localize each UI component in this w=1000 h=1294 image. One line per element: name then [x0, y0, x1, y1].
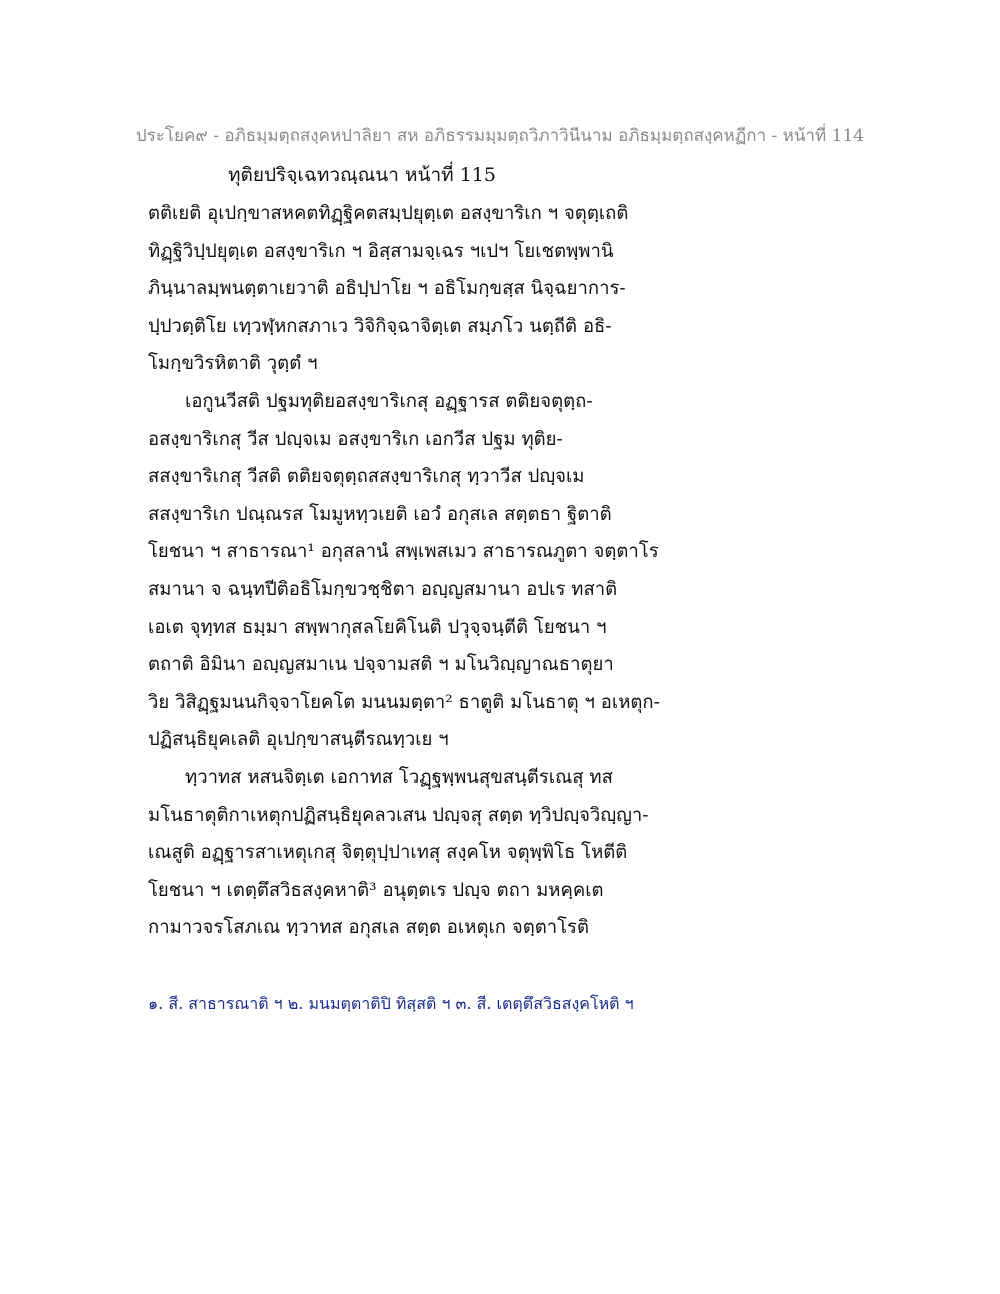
text-line: โยชนา ฯ เตตฺตึสวิธสงฺคหาติ³ อนุตฺตเร ปญฺจ ตถา มหคฺคเต [148, 879, 604, 901]
section-heading: ทุติยปริจฺเฉทวณฺณนา หน้าที่ 115 [228, 164, 496, 186]
text-line: มโนธาตุติกาเหตุกปฏิสนฺธิยุคลวเสน ปญฺจสุ สตฺต ทฺวิปญฺจวิญฺญา- [148, 804, 649, 826]
text-line: เณสูติ อฏฺฐารสาเหตุเกสุ จิตฺตุปฺปาเทสุ สงฺคโห จตุพฺพิโธ โหตีติ [148, 842, 628, 864]
text-line: โยชนา ฯ สาธารณา¹ อกุสลานํ สพฺเพสเมว สาธารณภูตา จตฺตาโร [148, 541, 659, 563]
text-line: สมานา จ ฉนฺทปีติอธิโมกฺขวชฺชิตา อญฺญสมานา อปเร ทสาติ [148, 578, 618, 600]
text-line: โมกฺขวิรหิตาติ วุตฺตํ ฯ [148, 353, 318, 375]
paragraph-start-line: เอกูนวีสติ ปฐมทุติยอสงฺขาริเกสุ อฏฺฐารส ตติยจตุตฺถ- [185, 390, 593, 412]
text-line: สสงฺขาริเก ปณฺณรส โมมูหทฺวเยติ เอวํ อกุสเล สตฺตธา ฐิตาติ [148, 503, 612, 525]
footnotes: ๑. สี. สาธารณาติ ฯ ๒. มนมตฺตาติปิ ทิสฺสติ ฯ ๓. สี. เตตฺตึสวิธสงฺคโหติ ฯ [148, 994, 634, 1013]
text-line: กามาวจรโสภเณ ทฺวาทส อกุสเล สตฺต อเหตุเก จตฺตาโรติ [148, 917, 590, 939]
paragraph-start-line: ทฺวาทส หสนจิตฺเต เอกาทส โวฏฺฐพฺพนสุขสนฺตีรเณสุ ทส [185, 766, 613, 788]
text-line: ปฏิสนฺธิยุคเลติ อุเปกฺขาสนฺตีรณทฺวเย ฯ [148, 729, 449, 751]
text-line: อสงฺขาริเกสุ วีส ปญฺจเม อสงฺขาริเก เอกวีส ปฐม ทุติย- [148, 428, 563, 450]
text-line: ภินฺนาลมฺพนตฺตาเยวาติ อธิปฺปาโย ฯ อธิโมกฺขสฺส นิจฺฉยาการ- [148, 278, 626, 300]
text-line: วิย วิสิฏฺฐมนนกิจฺจาโยคโต มนนมตฺตา² ธาตูติ มโนธาตุ ฯ อเหตุก- [148, 691, 660, 713]
text-line: ทิฏฺฐิวิปฺปยุตฺเต อสงฺขาริเก ฯ อิสฺสามจฺเฉร ฯเปฯ โยเชตพฺพานิ [148, 240, 614, 262]
text-line: ปฺปวตฺติโย เทฺวฬฺหกสภาเว วิจิกิจฺฉาจิตฺเต สมฺภโว นตฺถีติ อธิ- [148, 315, 612, 337]
text-line: ตถาติ อิมินา อญฺญสมาเน ปจฺจามสติ ฯ มโนวิญฺญาณธาตุยา [148, 654, 614, 676]
body-text [148, 195, 708, 947]
text-line: ตติเยติ อุเปกฺขาสหคตทิฏฺฐิคตสมฺปยุตฺเต อสงฺขาริเก ฯ จตุตฺเถติ [148, 203, 629, 224]
text-line: สสงฺขาริเกสุ วีสติ ตติยจตุตฺถสสงฺขาริเกสุ ทฺวาวีส ปญฺจเม [148, 466, 585, 488]
running-header: ประโยค๙ - อภิธมฺมตฺถสงฺคหปาลิยา สห อภิธรรมมฺมตฺถวิภาวินีนาม อภิธมฺมตฺถสงฺคหฏีกา - หน้าที่ 114 [135, 126, 865, 146]
text-line: เอเต จุทฺทส ธมฺมา สพฺพากุสลโยคิโนติ ปวุจฺจนฺตีติ โยชนา ฯ [148, 616, 607, 638]
